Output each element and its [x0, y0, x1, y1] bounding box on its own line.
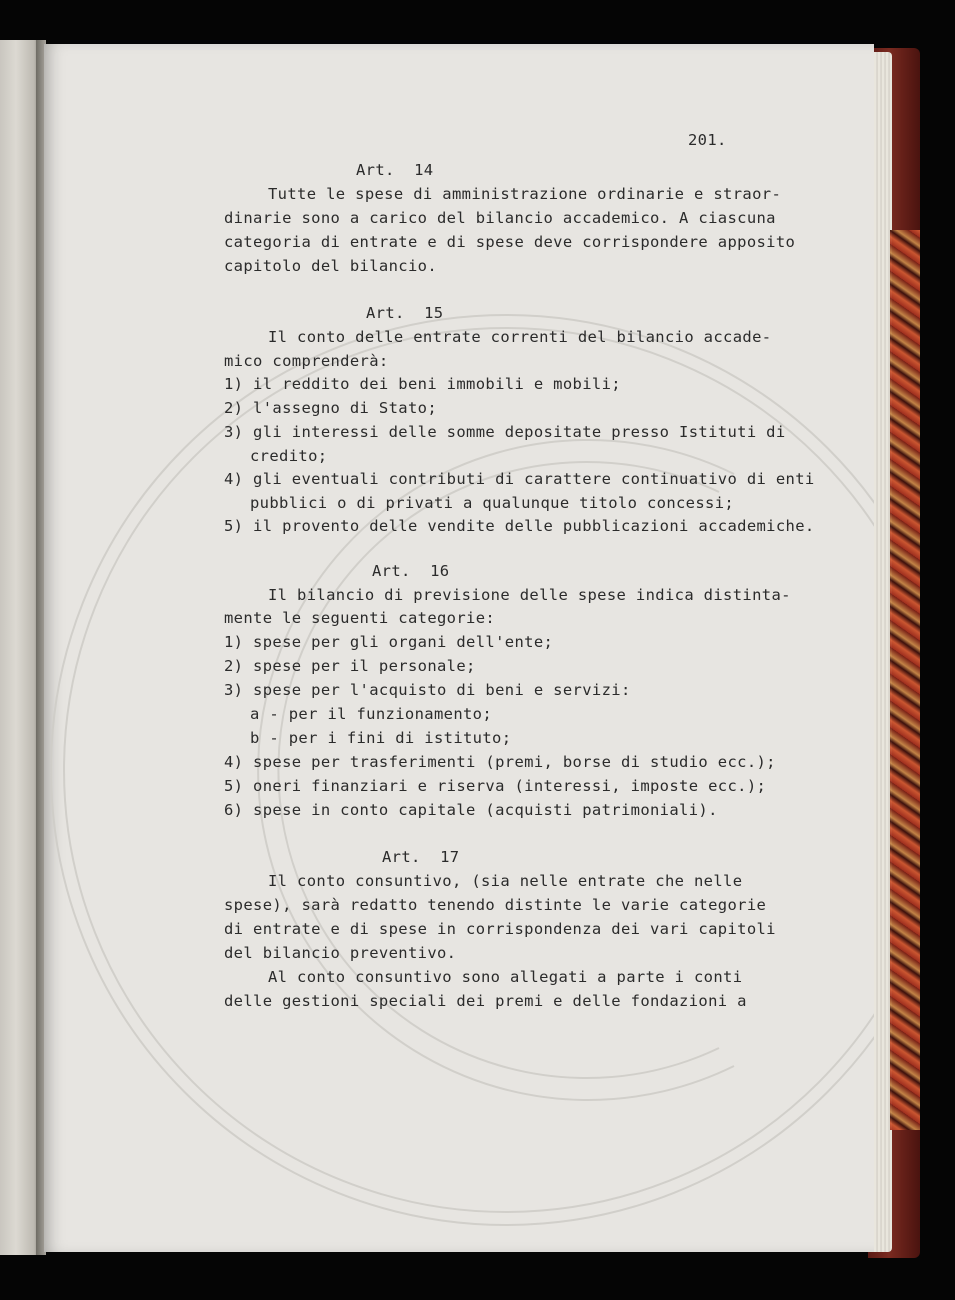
- left-facing-page: [0, 40, 40, 1255]
- article-text-line: Il conto consuntivo, (sia nelle entrate che nelle: [268, 872, 743, 890]
- article-text-line: Tutte le spese di amministrazione ordinarie e straor-: [268, 185, 782, 203]
- article-text-line: capitolo del bilancio.: [224, 257, 437, 275]
- article-text-line: mente le seguenti categorie:: [224, 609, 496, 627]
- sub-list-item: a - per il funzionamento;: [250, 705, 493, 723]
- list-item: 2) spese per il personale;: [224, 657, 476, 675]
- article-text-line: dinarie sono a carico del bilancio accademico. A ciascuna: [224, 209, 776, 227]
- list-item: 1) il reddito dei beni immobili e mobili;: [224, 375, 621, 393]
- article-heading: Art. 14: [356, 161, 434, 179]
- article-text-line: spese), sarà redatto tenendo distinte le varie categorie: [224, 896, 767, 914]
- article-text-line: mico comprenderà:: [224, 352, 389, 370]
- article-heading: Art. 17: [382, 848, 460, 866]
- article-text-line: Il bilancio di previsione delle spese indica distinta-: [268, 586, 791, 604]
- page-number: 201.: [688, 131, 727, 149]
- article-text-line: categoria di entrate e di spese deve corrispondere apposito: [224, 233, 796, 251]
- article-text-line: Al conto consuntivo sono allegati a parte i conti: [268, 968, 743, 986]
- list-item: 6) spese in conto capitale (acquisti patrimoniali).: [224, 801, 718, 819]
- list-item-continuation: credito;: [250, 447, 328, 465]
- list-item: 4) gli eventuali contributi di carattere continuativo di enti: [224, 470, 815, 488]
- document-page: [44, 44, 874, 1252]
- sub-list-item: b - per i fini di istituto;: [250, 729, 512, 747]
- article-text-line: delle gestioni speciali dei premi e delle fondazioni a: [224, 992, 747, 1010]
- article-text-line: di entrate e di spese in corrispondenza dei vari capitoli: [224, 920, 776, 938]
- list-item: 5) il provento delle vendite delle pubblicazioni accademiche.: [224, 517, 815, 535]
- article-text-line: Il conto delle entrate correnti del bilancio accade-: [268, 328, 772, 346]
- marbled-edge: [890, 230, 920, 1130]
- list-item: 5) oneri finanziari e riserva (interessi, imposte ecc.);: [224, 777, 767, 795]
- article-text-line: del bilancio preventivo.: [224, 944, 457, 962]
- list-item: 3) gli interessi delle somme depositate presso Istituti di: [224, 423, 786, 441]
- article-heading: Art. 16: [372, 562, 450, 580]
- list-item-continuation: pubblici o di privati a qualunque titolo concessi;: [250, 494, 735, 512]
- list-item: 3) spese per l'acquisto di beni e servizi:: [224, 681, 631, 699]
- list-item: 2) l'assegno di Stato;: [224, 399, 437, 417]
- list-item: 4) spese per trasferimenti (premi, borse di studio ecc.);: [224, 753, 776, 771]
- list-item: 1) spese per gli organi dell'ente;: [224, 633, 554, 651]
- article-heading: Art. 15: [366, 304, 444, 322]
